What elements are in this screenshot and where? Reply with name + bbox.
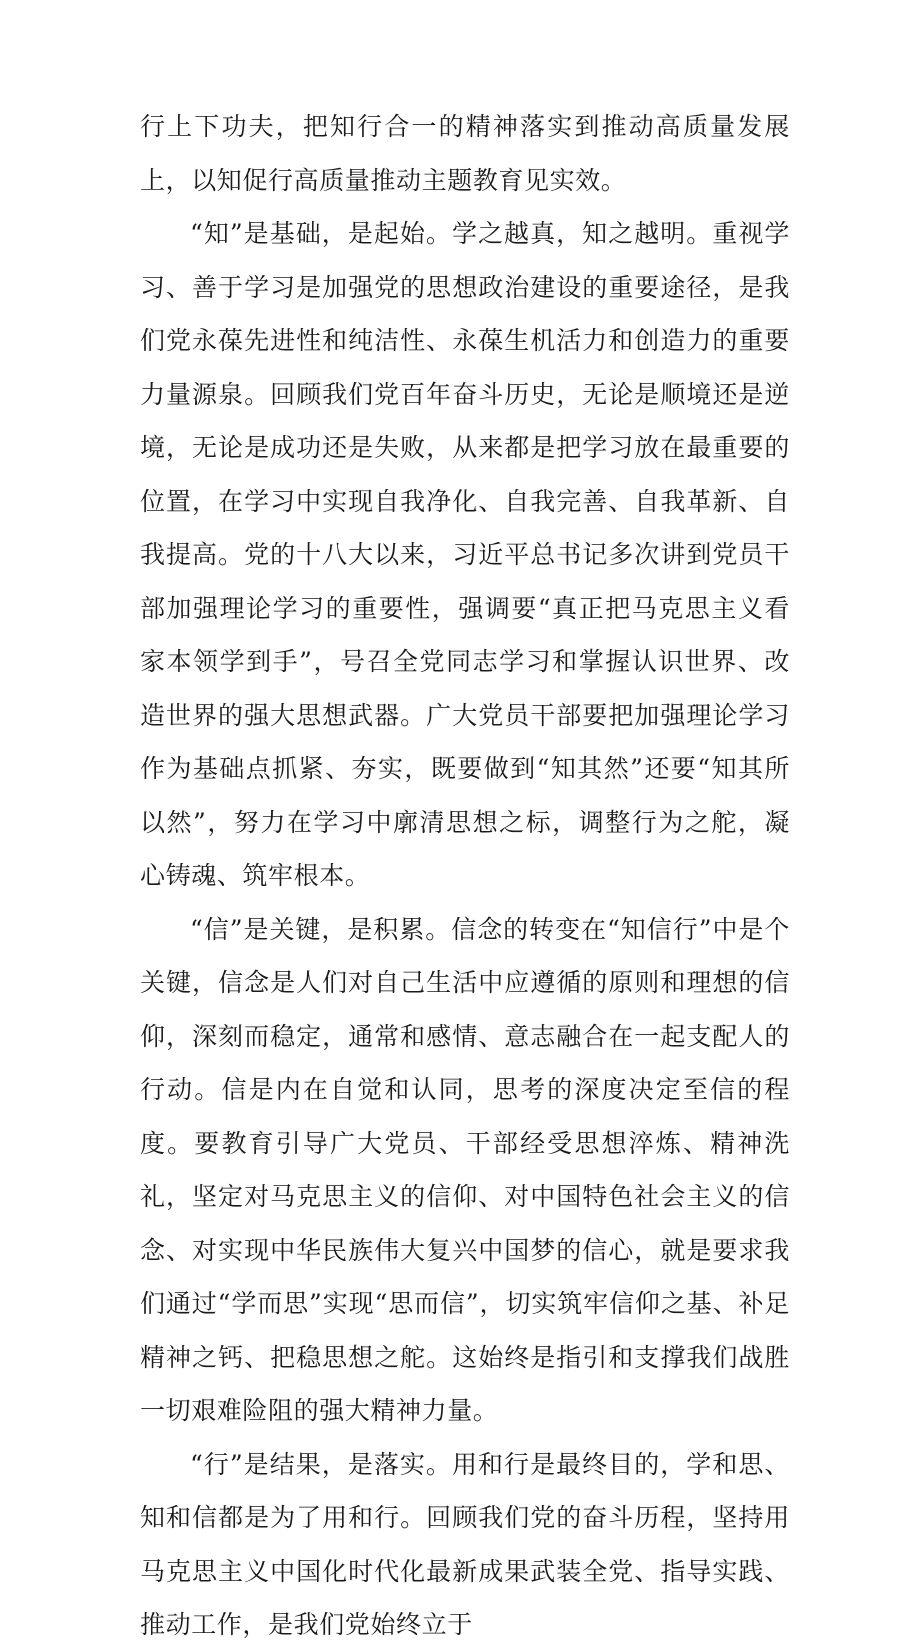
paragraph-action: “行”是结果，是落实。用和行是最终目的，学和思、知和信都是为了用和行。回顾我们党的奋斗历程，坚持用马克思主义中国化时代化最新成果武装全党、指导实践、推动工作，是我们党始终立于 bbox=[140, 1449, 790, 1639]
paragraph-belief: “信”是关键，是积累。信念的转变在“知信行”中是个关键，信念是人们对自己生活中应遵循的原则和理想的信仰，深刻而稳定，通常和感情、意志融合在一起支配人的行动。信是内在自觉和认同，思考的深度决定至信的程度。要教育引导广大党员、干部经受思想淬炼、精神洗礼，坚定对马克思主义的信仰、对中国特色社会主义的信念、对实现中华民族伟大复兴中国梦的信心，就是要求我们通过“学而思”实现“思而信”，切实筑牢信仰之基、补足精神之钙、把稳思想之舵。这始终是指引和支撑我们战胜一切艰难险阻的强大精神力量。 bbox=[140, 914, 790, 1425]
paragraph-continuation: 行上下功夫，把知行合一的精神落实到推动高质量发展上，以知促行高质量推动主题教育见实效。 bbox=[140, 112, 790, 195]
document-body bbox=[140, 100, 790, 1652]
paragraph-knowledge: “知”是基础，是起始。学之越真，知之越明。重视学习、善于学习是加强党的思想政治建设的重要途径，是我们党永葆先进性和纯洁性、永葆生机活力和创造力的重要力量源泉。回顾我们党百年奋斗历史，无论是顺境还是逆境，无论是成功还是失败，从来都是把学习放在最重要的位置，在学习中实现自我净化、自我完善、自我革新、自我提高。党的十八大以来，习近平总书记多次讲到党员干部加强理论学习的重要性，强调要“真正把马克思主义看家本领学到手”，号召全党同志学习和掌握认识世界、改造世界的强大思想武器。广大党员干部要把加强理论学习作为基础点抓紧、夯实，既要做到“知其然”还要“知其所以然”，努力在学习中廓清思想之标，调整行为之舵，凝心铸魂、筑牢根本。 bbox=[140, 219, 790, 890]
